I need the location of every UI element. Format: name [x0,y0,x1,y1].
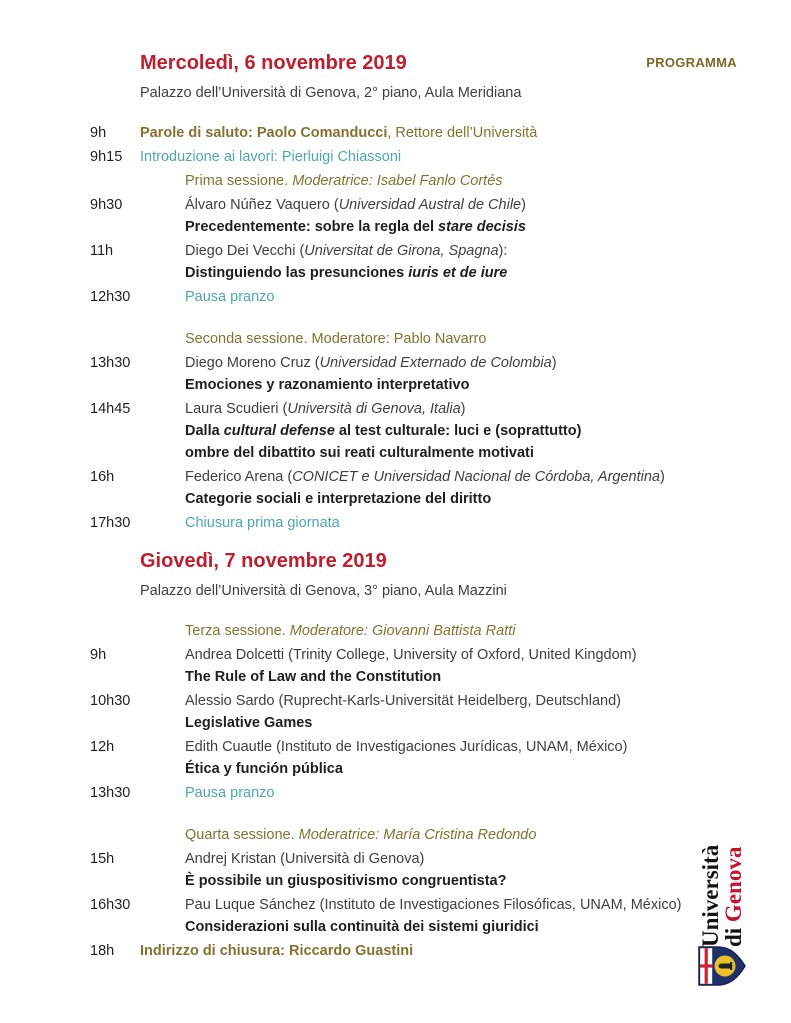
text-segment: Pau Luque Sánchez (Instituto de Investigaciones Filosóficas, UNAM, México) [185,897,682,913]
text-segment: Álvaro Núñez Vaquero ( [185,197,339,213]
text-segment: The Rule of Law and the Constitution [185,669,442,685]
text-segment: Universitat de Girona, Spagna [304,243,499,259]
text-segment: Parole di saluto: Paolo Comanducci [140,125,388,141]
entry-line [185,466,791,488]
text-segment: iuris et de iure [408,265,508,281]
entry-line [185,512,791,534]
text-segment: ) [660,469,665,485]
text-segment: Diego Moreno Cruz ( [185,355,320,371]
text-segment: Diego Dei Vecchi ( [185,243,305,259]
entry-line [185,240,791,262]
schedule-entry [0,940,791,962]
text-segment: Pausa pranzo [185,289,275,305]
time-label: 12h [90,739,115,755]
text-segment: Dalla [185,423,224,439]
text-segment: Indirizzo di chiusura: Riccardo Guastini [140,943,414,959]
text-segment: Laura Scudieri ( [185,401,288,417]
entry-line [140,122,791,144]
time-label: 9h [90,647,107,663]
text-segment: Quarta sessione. [185,827,299,843]
venue-line: Palazzo dell’Università di Genova, 2° piano, Aula Meridiana [140,85,522,101]
schedule-entry [0,782,791,804]
text-segment: Pausa pranzo [185,785,275,801]
text-segment: Precedentemente: sobre la regla del [185,219,439,235]
schedule-entry [0,122,791,144]
entry-line [185,736,791,758]
time-label: 13h30 [90,355,131,371]
text-segment: Universidad Austral de Chile [338,197,522,213]
entry-line [185,644,791,666]
schedule-entry [0,512,791,534]
schedule-entry [0,894,791,938]
schedule-entry [0,644,791,688]
entry-line [185,374,791,396]
time-label: 16h30 [90,897,131,913]
text-segment: Moderatrice: Isabel Fanlo Cortés [292,173,503,189]
text-segment: Emociones y razonamiento interpretativo [185,377,470,393]
schedule-entry [0,170,791,192]
text-segment: Legislative Games [185,715,313,731]
crest-cross-horizontal [705,948,708,984]
time-label: 17h30 [90,515,131,531]
text-segment: , Rettore dell’Università [387,125,538,141]
entry-line [185,488,791,510]
time-label: 9h [90,125,107,141]
text-segment: cultural defense [223,423,335,439]
text-segment: Seconda sessione. Moderatore: Pablo Navarro [185,331,487,347]
schedule-entry [0,690,791,734]
text-segment: Terza sessione. [185,623,290,639]
text-segment: Moderatore: Giovanni Battista Ratti [289,623,516,639]
time-label: 15h [90,851,115,867]
schedule-entry [0,352,791,396]
text-segment: ) [460,401,466,417]
text-segment: Alessio Sardo (Ruprecht-Karls-Universität Heidelberg, Deutschland) [185,693,621,709]
entry-list [0,122,791,534]
entry-line [185,620,791,642]
entry-line [185,352,791,374]
day-section [0,50,791,534]
schedule-entry [0,466,791,510]
schedule-entry [0,398,791,464]
text-segment: Andrej Kristan (Università di Genova) [185,851,425,867]
university-of-genoa-crest-icon [696,944,746,988]
time-label: 12h30 [90,289,131,305]
text-segment: stare decisis [438,219,526,235]
text-segment: ): [498,243,508,259]
entry-line [185,216,791,238]
program-label: PROGRAMMA [646,55,737,70]
logo-line-universita: Università [698,844,723,947]
schedule-entry [0,824,791,846]
day-title: Mercoledì, 6 novembre 2019 [140,52,407,74]
crest-griffin-base [730,962,732,970]
time-label: 10h30 [90,693,131,709]
entry-line [185,442,791,464]
entry-line [185,170,791,192]
text-segment: Andrea Dolcetti (Trinity College, University of Oxford, United Kingdom) [185,647,637,663]
entry-line [185,712,791,734]
entry-line [140,146,791,168]
schedule-entry [0,286,791,308]
text-segment: Ética y función pública [185,761,343,777]
text-segment: Università di Genova, Italia [287,401,461,417]
text-segment: Chiusura prima giornata [185,515,340,531]
schedule-entry [0,194,791,238]
entry-line [185,758,791,780]
logo-di: di [721,922,746,947]
schedule [0,50,791,962]
entry-line [185,194,791,216]
day-title: Giovedì, 7 novembre 2019 [140,550,387,572]
text-segment: ) [521,197,526,213]
text-segment: ) [551,355,557,371]
text-segment: Categorie sociali e interpretazione del diritto [185,491,492,507]
text-segment: al test culturale: luci e (soprattutto) [334,423,582,439]
time-label: 9h30 [90,197,123,213]
text-segment: Universidad Externado de Colombia [319,355,552,371]
entry-list [0,620,791,962]
entry-line [185,690,791,712]
entry-line [185,286,791,308]
text-segment: Prima sessione. [185,173,293,189]
logo-line-di-genova [722,821,745,947]
text-segment: Edith Cuautle (Instituto de Investigaciones Jurídicas, UNAM, México) [185,739,628,755]
time-label: 14h45 [90,401,131,417]
day-section [0,548,791,962]
text-segment: CONICET e Universidad Nacional de Córdoba, Argentina [292,469,660,485]
entry-line [185,328,791,350]
time-label: 18h [90,943,115,959]
text-segment: Introduzione ai lavori: Pierluigi Chiassoni [140,149,402,165]
entry-line [140,940,791,962]
entry-line [185,262,791,284]
venue-line: Palazzo dell’Università di Genova, 3° piano, Aula Mazzini [140,583,507,599]
entry-line [185,782,791,804]
time-label: 11h [90,243,114,259]
university-logo-text [699,821,747,947]
schedule-entry [0,240,791,284]
text-segment: Considerazioni sulla continuità dei sistemi giuridici [185,919,539,935]
schedule-entry [0,848,791,892]
schedule-entry [0,328,791,350]
logo-genova: Genova [721,846,746,923]
crest-griffin [719,964,732,969]
entry-line [185,398,791,420]
text-segment: ombre del dibattito sui reati culturalmente motivati [185,445,534,461]
text-segment: Distinguiendo las presunciones [185,265,409,281]
schedule-entry [0,620,791,642]
schedule-entry [0,146,791,168]
time-label: 16h [90,469,115,485]
text-segment: È possibile un giuspositivismo congruentista? [185,873,507,889]
text-segment: Federico Arena ( [185,469,293,485]
schedule-entry [0,736,791,780]
time-label: 13h30 [90,785,131,801]
text-segment: Moderatrice: María Cristina Redondo [298,827,537,843]
entry-line [185,420,791,442]
time-label: 9h15 [90,149,123,165]
entry-line [185,666,791,688]
